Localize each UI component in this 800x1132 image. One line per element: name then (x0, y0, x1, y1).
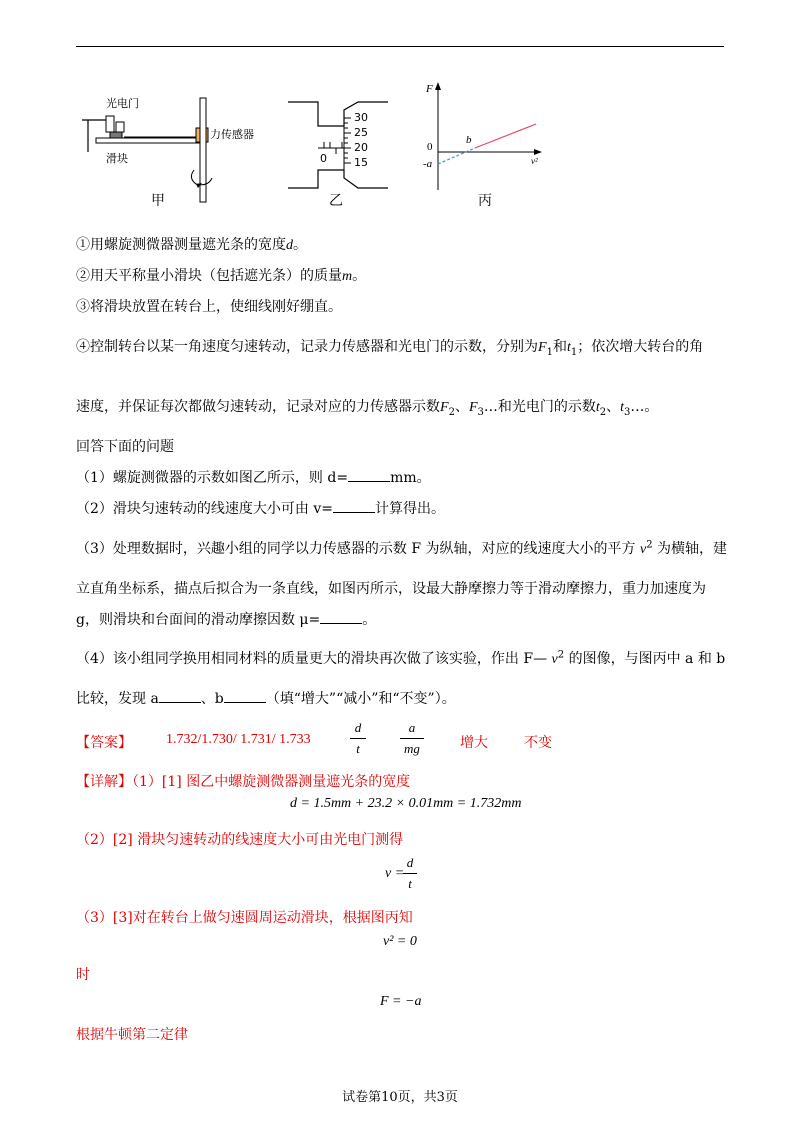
answer-label: 【答案】 (76, 735, 132, 751)
equation-1: d = 1.5mm + 23.2 × 0.01mm = 1.732mm (290, 796, 522, 811)
detail-line-1: 【详解】（1）[1] 图乙中螺旋测微器测量遮光条的宽度 (76, 774, 411, 790)
answer-3-fraction: a mg (400, 720, 424, 757)
figure-yi (288, 96, 400, 192)
scale-25: 25 (354, 126, 368, 139)
scale-zero: 0 (320, 152, 327, 165)
detail-line-4: 时 (76, 967, 90, 983)
gate-label: 光电门 (106, 97, 139, 110)
question-2: （2）滑块匀速转动的线速度大小可由 v= 计算得出。 (76, 501, 445, 517)
caption-yi: 乙 (329, 193, 343, 209)
question-1: （1）螺旋测微器的示数如图乙所示，则 d= mm。 (76, 470, 431, 486)
b-label: b (466, 134, 472, 146)
detail-line-5: 根据牛顿第二定律 (76, 1027, 188, 1043)
detail-line-2: （2）[2] 滑块匀速转动的线速度大小可由光电门测得 (76, 832, 404, 848)
question-3a: （3）处理数据时，兴趣小组的同学以力传感器的示数 F 为纵轴，对应的线速度大小的平方 $v^2$ 为横轴，建 (76, 539, 728, 557)
answer-2-fraction: d t (350, 720, 366, 757)
equation-3: v² = 0 (383, 934, 417, 949)
scale-20: 20 (354, 141, 368, 154)
y-axis-label: F (426, 83, 433, 95)
equation-2-fraction: d t (403, 855, 417, 892)
a-label: -a (423, 158, 433, 170)
question-4a: （4）该小组同学换用相同材料的质量更大的滑块再次做了该实验，作出 F— $v^2$ 的图像，与图丙中 a 和 b (76, 649, 726, 667)
question-3c: g，则滑块和台面间的滑动摩擦因数 μ= 。 (76, 612, 377, 628)
scale-30: 30 (354, 111, 368, 124)
step-2: ②用天平称量小滑块（包括遮光条）的质量m。 (76, 268, 367, 284)
header-rule (76, 46, 724, 47)
answer-4: 增大 (460, 735, 488, 751)
scale-15: 15 (354, 156, 368, 169)
figure-jia (76, 92, 276, 207)
step-1: ①用螺旋测微器测量遮光条的宽度d。 (76, 237, 307, 253)
x-axis-label: v² (531, 156, 538, 166)
slider-label: 滑块 (106, 152, 128, 165)
detail-line-3: （3）[3]对在转台上做匀速圆周运动滑块，根据图丙知 (76, 910, 413, 926)
question-3b: 立直角坐标系，描点后拟合为一条直线，如图丙所示，设最大静摩擦力等于滑动摩擦力，重力加速度为 (76, 581, 706, 597)
figure-bing (420, 78, 550, 196)
extrapolated-line (438, 148, 475, 164)
sensor-label: 力传感器 (210, 128, 254, 141)
page-footer: 试卷第10页，共3页 (342, 1090, 458, 1105)
questions-intro: 回答下面的问题 (76, 439, 174, 455)
answer-1: 1.732/1.730/ 1.731/ 1.733 (166, 732, 311, 747)
equation-2-lhs: v = (385, 866, 405, 881)
step-3: ③将滑块放置在转台上，使细线刚好绷直。 (76, 299, 342, 315)
step-4: ④控制转台以某一角速度匀速转动，记录力传感器和光电门的示数，分别为$F_1$和$t_1$；依次增大转台的角 (76, 339, 704, 358)
question-4b: 比较，发现 a 、b （填“增大”“减小”和“不变”）。 (76, 691, 456, 707)
fit-line (475, 124, 536, 148)
equation-4: F = −a (380, 994, 422, 1009)
caption-jia: 甲 (151, 193, 165, 209)
caption-bing: 丙 (478, 193, 492, 209)
origin-label: 0 (427, 141, 433, 153)
step-5: 速度，并保证每次都做匀速转动，记录对应的力传感器示数$F_2$、$F_3\dots$和光电门的示数$t_2$、$t_3\dots$。 (76, 399, 659, 418)
answer-5: 不变 (524, 735, 552, 751)
